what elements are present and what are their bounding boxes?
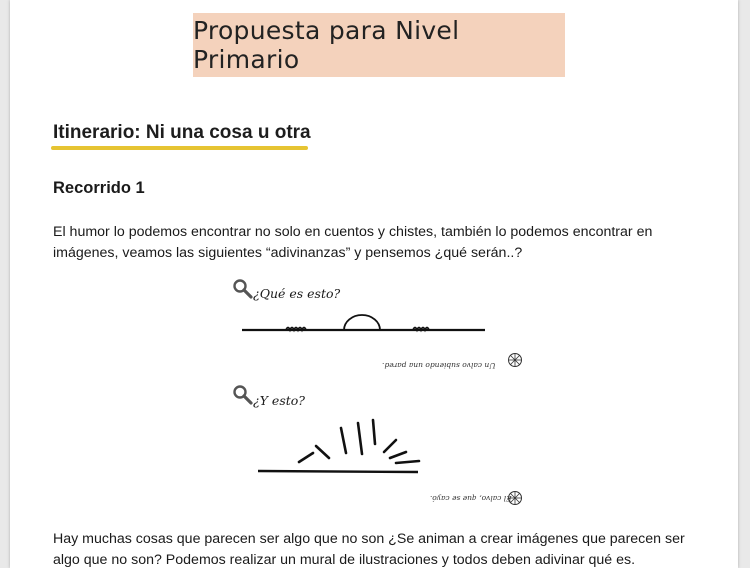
closing-paragraph: Hay muchas cosas que parecen ser algo que no son ¿Se animan a crear imágenes que parecen ser algo que no son? Podemos realizar un mural de ilustraciones y todos deben adivinar qué es. — [53, 531, 685, 568]
riddle-question-2: ¿Y esto? — [253, 393, 305, 408]
magnifier-icon — [232, 278, 254, 300]
title-banner — [193, 13, 565, 77]
bald-man-climbing-wall-drawing — [240, 305, 490, 337]
document-page — [10, 0, 738, 568]
magnifier-icon-2 — [232, 384, 254, 406]
route-heading: Recorrido 1 — [53, 179, 145, 197]
compass-rose-icon — [507, 352, 523, 368]
fallen-bald-man-drawing — [246, 414, 476, 478]
riddle-answer-1: Un calvo subiendo una pared. — [382, 361, 496, 370]
intro-paragraph: El humor lo podemos encontrar no solo en cuentos y chistes, también lo podemos encontrar en imágenes, veamos las siguientes “adivinanzas” y pensemos ¿qué serán..? — [53, 224, 653, 261]
itinerary-heading: Itinerario: Ni una cosa u otra — [53, 122, 311, 143]
riddle-answer-2: El calvo, que se cayó. — [430, 494, 512, 503]
banner-title: Propuesta para Nivel Primario — [193, 16, 460, 74]
riddle-question-1: ¿Qué es esto? — [253, 286, 341, 301]
heading-underline — [51, 146, 308, 150]
compass-rose-icon-2 — [507, 490, 523, 506]
